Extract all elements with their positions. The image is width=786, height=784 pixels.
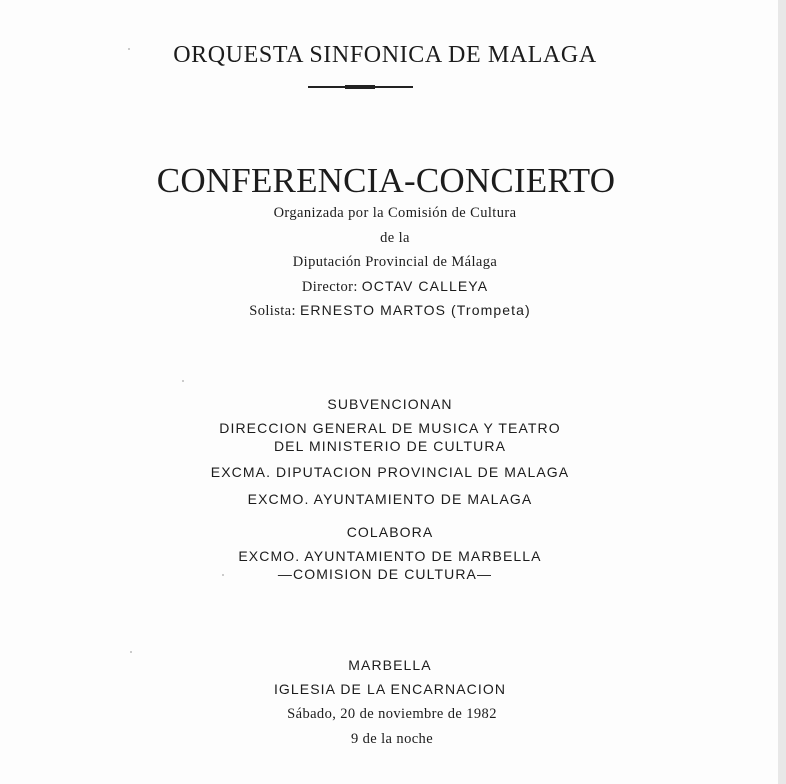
paper-speck <box>128 48 130 50</box>
event-title: CONFERENCIA-CONCIERTO <box>156 161 616 200</box>
collaborator-name: EXCMO. AYUNTAMIENTO DE MARBELLA <box>238 548 542 564</box>
paper-speck <box>130 651 132 653</box>
of-the: de la <box>380 230 410 246</box>
collaborator-heading: COLABORA <box>346 524 434 540</box>
institution: Diputación Provincial de Málaga <box>292 254 498 270</box>
soloist-name: ERNESTO MARTOS (Trompeta) <box>299 302 531 318</box>
director-label: Director: <box>301 279 358 295</box>
event-date: Sábado, 20 de noviembre de 1982 <box>287 706 497 722</box>
title-divider-center <box>345 85 375 89</box>
venue-place: IGLESIA DE LA ENCARNACION <box>273 681 507 697</box>
paper-speck <box>222 574 224 576</box>
orchestra-name: ORQUESTA SINFONICA DE MALAGA <box>173 42 597 68</box>
organized-by: Organizada por la Comisión de Cultura <box>273 205 517 221</box>
sponsor-item: EXCMA. DIPUTACION PROVINCIAL DE MALAGA <box>210 464 570 480</box>
sponsor-item: EXCMO. AYUNTAMIENTO DE MALAGA <box>247 491 533 507</box>
director-name: OCTAV CALLEYA <box>361 278 489 294</box>
sponsor-item: DIRECCION GENERAL DE MUSICA Y TEATRO <box>219 420 561 436</box>
sponsors-heading: SUBVENCIONAN <box>327 396 453 412</box>
director-line <box>0 278 786 296</box>
paper-speck <box>182 380 184 382</box>
sponsor-item: DEL MINISTERIO DE CULTURA <box>273 438 507 454</box>
venue-city: MARBELLA <box>348 657 432 673</box>
page-edge-shadow <box>778 0 786 784</box>
soloist-line <box>0 302 780 320</box>
event-time: 9 de la noche <box>350 731 434 747</box>
collaborator-department: —COMISION DE CULTURA— <box>277 566 493 582</box>
soloist-label: Solista: <box>249 303 296 319</box>
